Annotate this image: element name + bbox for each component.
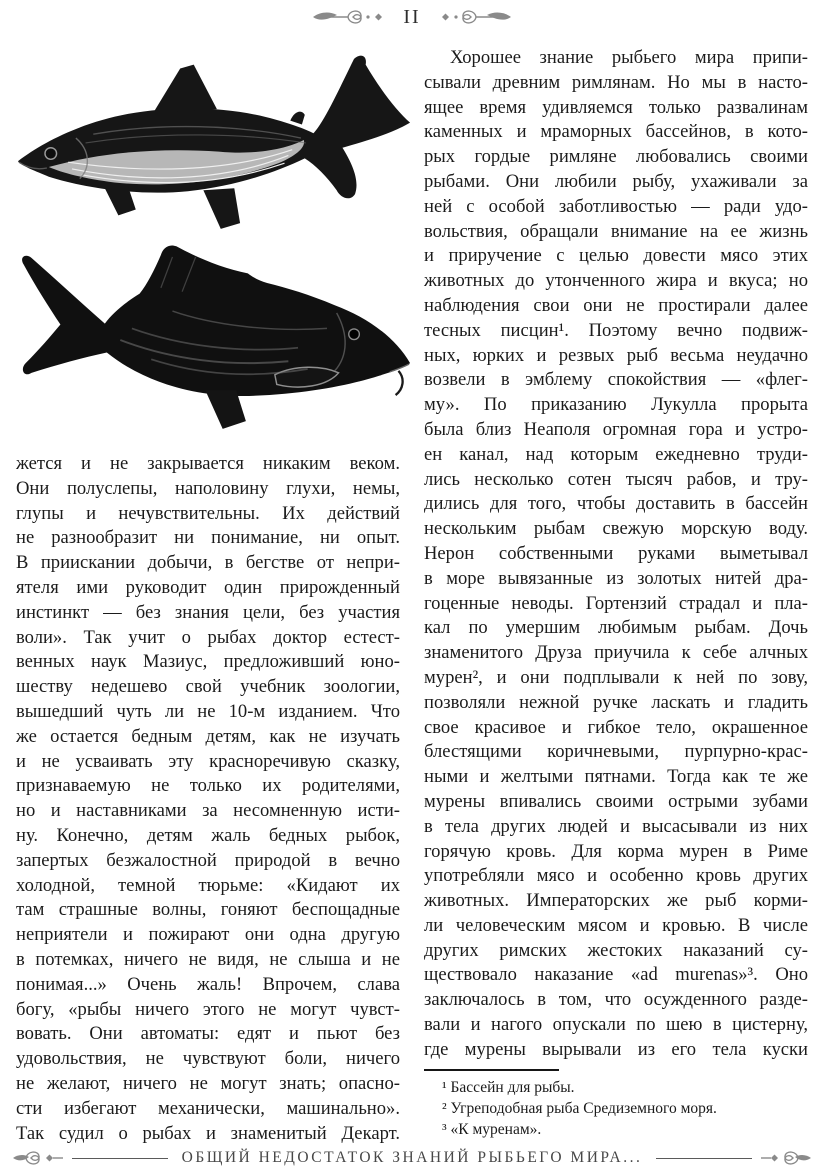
page-number: II — [403, 6, 421, 28]
header-ornament-left-icon — [311, 7, 389, 27]
text-line: ней с особой заботливостью — ради удо- — [424, 195, 808, 217]
text-line: других римских жестоких наказаний су- — [424, 939, 808, 961]
text-line: кал по умершим любимым рыбам. Дочь — [424, 617, 808, 639]
text-line: мурен², и они подплывали к ней по зову, — [424, 666, 808, 688]
text-line: жется и не закрывается никаким веком. — [16, 453, 400, 474]
footnotes — [424, 1069, 808, 1140]
footer-running-title: ОБЩИЙ НЕДОСТАТОК ЗНАНИЙ РЫБЬЕГО МИРА... — [181, 1149, 643, 1166]
fish-illustration-bottom — [16, 240, 400, 442]
left-column — [16, 30, 400, 1146]
text-line: Нерон собственными руками выметывал — [424, 542, 808, 564]
right-column — [424, 30, 808, 1146]
footer-ornament-left-icon — [12, 1148, 64, 1168]
page-footer — [12, 1148, 812, 1168]
text-line: и приручение с целью довести мясо этих — [424, 245, 808, 267]
text-line: ли человеческим мясом и кровью. В числе — [424, 914, 808, 936]
footnote-line: ² Угреподобная рыба Средиземного моря. — [442, 1099, 717, 1117]
text-line: и не усваивать эту красноречивую сказку, — [16, 750, 400, 772]
text-line: богу, «рыбы ничего этого не могут чувст- — [16, 998, 400, 1020]
right-column-text — [424, 46, 808, 1063]
text-line: ятеля ими руководит один прирожденный — [16, 576, 400, 598]
text-line: признаваемую не только их родителями, — [16, 775, 400, 797]
text-line: не желают, ничего не могут знать; опасно- — [16, 1072, 400, 1094]
text-line: где мурены вырывали из его тела куски — [424, 1038, 808, 1060]
text-line: позволяли нежной ручке ласкать и гладить — [424, 691, 808, 713]
text-line: заключалось в том, что осужденного разде- — [424, 989, 808, 1011]
text-line: в тела других людей и высасывали из них — [424, 815, 808, 837]
text-line: запертых безжалостной природой в вечно — [16, 849, 400, 871]
text-line: Они полуслепы, наполовину глухи, немы, — [16, 477, 400, 499]
footer-rule-left — [72, 1158, 168, 1159]
text-line: му». По приказанию Лукулла прорыта — [424, 394, 808, 416]
text-line: вышедший чуть ли не 10-м изданием. Что — [16, 700, 400, 722]
text-line: знаменитого Друза приучила к себе алчных — [424, 642, 808, 664]
footnote-line: ¹ Бассейн для рыбы. — [442, 1078, 575, 1096]
whitefish-engraving-icon — [16, 42, 412, 238]
text-line: удовольствия, не чувствуют боли, ничего — [16, 1048, 400, 1070]
text-line: мурены впивались своими острыми зубами — [424, 790, 808, 812]
text-line: животных. Императорских же рыб корми- — [424, 890, 808, 912]
text-line: Так судил о рыбах и знаменитый Декарт. — [16, 1122, 400, 1144]
text-line: глупы и нечувствительны. Их действий — [16, 502, 400, 524]
text-line: была близ Неаполя огромная гора и устро- — [424, 418, 808, 440]
text-line: но и наставниками за несомненную исти- — [16, 800, 400, 822]
text-line: рых гордые римляне любовались своими — [424, 146, 808, 168]
text-line: ществовало наказание «ad murenas»³. Оно — [424, 964, 808, 986]
text-line: понимая...» Очень жаль! Впрочем, слава — [16, 973, 400, 995]
text-line: ными и желтыми пятнами. Тогда как те же — [424, 766, 808, 788]
text-line: тесных писцин¹. Поэтому вечно подвиж- — [424, 319, 808, 341]
carp-engraving-icon — [16, 240, 412, 440]
text-line: инстинкт — без знания цели, без участия — [16, 601, 400, 623]
text-line: вали и нагого опускали по шею в цистерну, — [424, 1014, 808, 1036]
text-line: шеству недешево свой учебник зоологии, — [16, 676, 400, 698]
text-line: возвели в эмблему спокойствия — «флег- — [424, 369, 808, 391]
text-line: не разнообразит ни понимание, ни опыт. — [16, 527, 400, 549]
text-line: гоценные неводы. Гортензий страдал и пла- — [424, 592, 808, 614]
text-line: рыбами. Они любили рыбу, ухаживали за — [424, 170, 808, 192]
page-body — [0, 30, 824, 1146]
text-line: В приискании добычи, в бегстве от непри- — [16, 552, 400, 574]
header-ornament-right-icon — [435, 7, 513, 27]
page-header — [0, 0, 824, 30]
text-line: ну. Конечно, детям жаль бедных рыбок, — [16, 824, 400, 846]
text-line: Хорошее знание рыбьего мира припи- — [450, 47, 808, 68]
text-line: в потемках, ничего не видя, не слыша и не — [16, 948, 400, 970]
text-line: каменных и мраморных бассейнов, в кото- — [424, 121, 808, 143]
footnote-line: ³ «К муренам». — [442, 1120, 542, 1138]
footer-ornament-right-icon — [760, 1148, 812, 1168]
footnote-list — [424, 1077, 808, 1140]
text-line: сывали древним римлянам. Но мы в насто- — [424, 71, 808, 93]
fish-illustration-top — [16, 42, 400, 238]
text-line: там страшные волны, гоняют беспощадные — [16, 899, 400, 921]
text-line: ящее время удивляемся только развалинам — [424, 96, 808, 118]
text-line: вольствия, обращали внимание на ее жизнь — [424, 220, 808, 242]
footnote-divider — [424, 1069, 559, 1071]
text-line: животных до утонченного жира и вкуса; но — [424, 270, 808, 292]
text-line: сти избегают механически, машинально». — [16, 1097, 400, 1119]
text-line: лись несколько сотен тысяч рабов, и тру- — [424, 468, 808, 490]
text-line: вовать. Они автоматы: едят и пьют без — [16, 1023, 400, 1045]
text-line: холодной, темной тюрьме: «Кидают их — [16, 874, 400, 896]
text-line: ных, юрких и резвых рыб весьма неудачно — [424, 344, 808, 366]
text-line: же остается бедным детям, как не изучать — [16, 725, 400, 747]
text-line: венных наук Мазиус, предложивший юно- — [16, 651, 400, 673]
text-line: свое красивое и гибкое тело, окрашенное — [424, 716, 808, 738]
text-line: употребляли мясо и особенно кровь других — [424, 865, 808, 887]
text-line: наблюдения свои они не простирали далее — [424, 294, 808, 316]
left-column-text — [16, 452, 400, 1146]
text-line: дились для того, чтобы доставить в бассейн — [424, 493, 808, 515]
text-line: нескольким рыбам свежую морскую воду. — [424, 518, 808, 540]
footer-rule-right — [656, 1158, 752, 1159]
text-line: воли». Так учит о рыбах доктор естест- — [16, 626, 400, 648]
text-line: неприятели и пожирают они одна другую — [16, 924, 400, 946]
text-line: ен канал, над которым ежедневно труди- — [424, 443, 808, 465]
text-line: горячую кровь. Для корма мурен в Риме — [424, 840, 808, 862]
text-line: блестящими коричневыми, пурпурно-крас- — [424, 741, 808, 763]
text-line: в море вывязанные из золотых нитей дра- — [424, 567, 808, 589]
